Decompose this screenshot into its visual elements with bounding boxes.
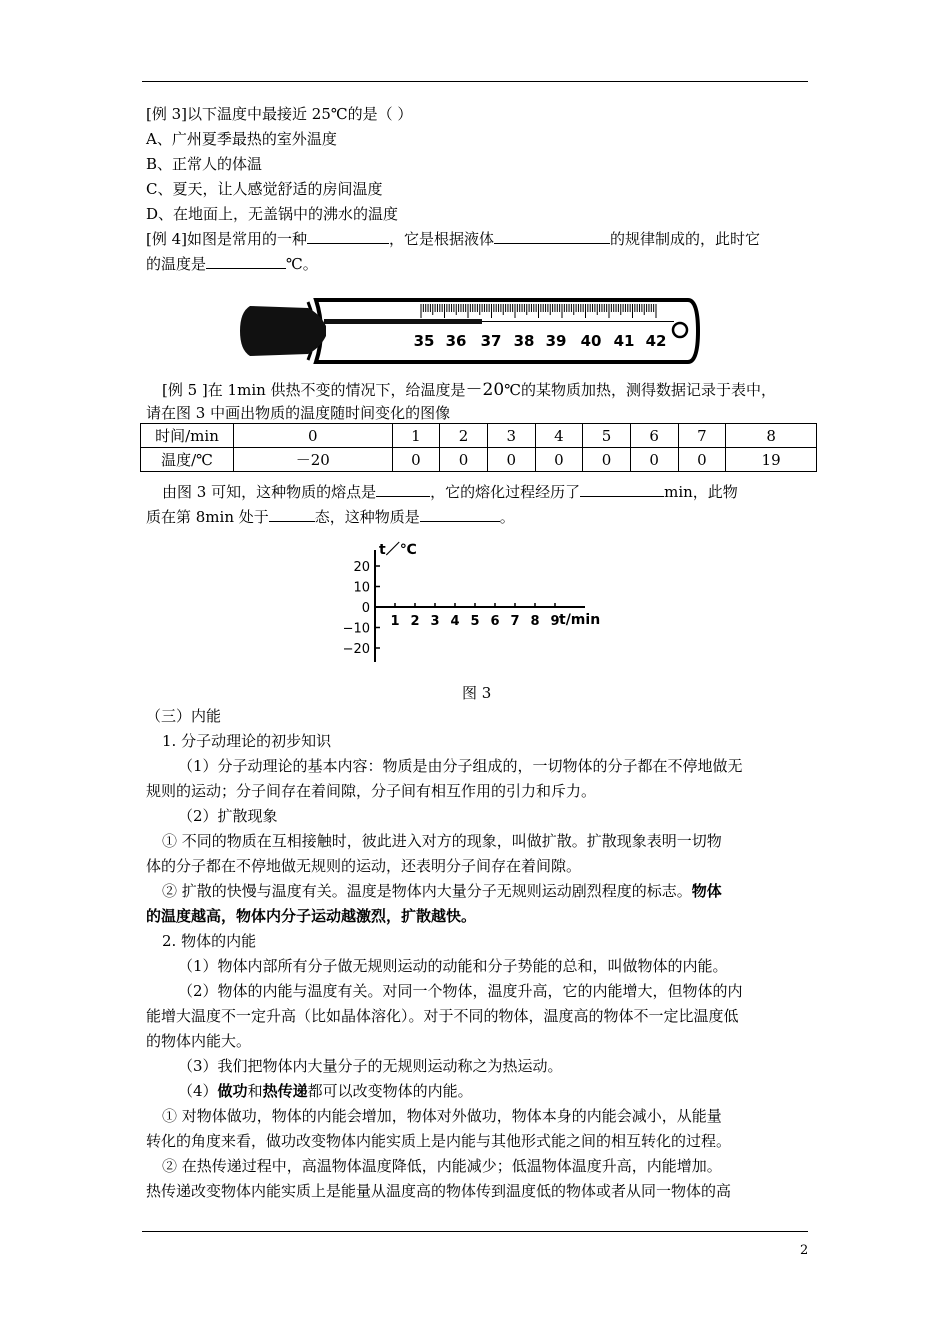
page-number: 2 <box>800 1243 809 1258</box>
diffusion-point-1b: 体的分子都在不停地做无规则的运动，还表明分子间存在着间隙。 <box>146 857 582 875</box>
ex5-text-1: [例 5 ]在 1min 供热不变的情况下，给温度是 <box>162 381 466 399</box>
table-cell: －20 <box>234 448 393 472</box>
x-tick-label: 2 <box>410 614 420 629</box>
ex4-text-1: [例 4]如图是常用的一种 <box>146 230 308 248</box>
ie4-and: 和 <box>247 1082 263 1100</box>
ex4-line1 <box>146 229 760 249</box>
internal-energy-2a: （2）物体的内能与温度有关。对同一个物体，温度升高，它的内能增大，但物体的内 <box>178 982 743 1000</box>
thermometer-label-37: 37 <box>480 332 502 350</box>
diffusion-point-2b <box>146 906 476 926</box>
footer-rule <box>142 1231 808 1232</box>
ex3-option-a: A、广州夏季最热的室外温度 <box>146 130 337 148</box>
thermometer-label-40: 40 <box>580 332 602 350</box>
ex5-question-line1 <box>162 482 738 502</box>
table-cell: 时间/min <box>141 424 234 448</box>
y-axis-label: t／℃ <box>379 542 417 558</box>
table-cell: 0 <box>440 448 488 472</box>
ex5-blank-substance[interactable] <box>420 507 500 522</box>
section-1-heading: 1. 分子动理论的初步知识 <box>162 732 332 750</box>
diffusion-point-2-bold: 物体 <box>691 882 722 900</box>
table-cell: 0 <box>234 424 393 448</box>
kinetic-theory-content-2: 规则的运动；分子间存在着间隙，分子间有相互作用的引力和斥力。 <box>146 782 597 800</box>
ex5-neg-temp: －20 <box>465 380 505 400</box>
y-tick-label: −20 <box>342 642 370 657</box>
work-point-b: 转化的角度来看，做功改变物体内能实质上是内能与其他形式能之间的相互转化的过程。 <box>146 1132 732 1150</box>
table-row-temp <box>141 448 817 472</box>
thermometer-label-38: 38 <box>513 332 535 350</box>
ex5-blank-state[interactable] <box>269 507 315 522</box>
ex3-option-c: C、夏天，让人感觉舒适的房间温度 <box>146 180 383 198</box>
ex5-q-text-1: 由图 3 可知，这种物质的熔点是 <box>162 483 377 501</box>
ex5-q-text-4: 质在第 8min 处于 <box>146 508 269 526</box>
table-cell: 6 <box>630 424 678 448</box>
ex4-text-5: ℃。 <box>286 255 318 273</box>
thermometer-label-42: 42 <box>645 332 667 350</box>
data-table <box>140 423 817 472</box>
heat-point-a: ② 在热传递过程中，高温物体温度降低，内能减少；低温物体温度升高，内能增加。 <box>162 1157 722 1175</box>
internal-energy-4 <box>178 1081 473 1101</box>
ex3-option-d: D、在地面上，无盖锅中的沸水的温度 <box>146 205 399 223</box>
table-cell: 8 <box>726 424 817 448</box>
table-row-time <box>141 424 817 448</box>
table-cell: 3 <box>487 424 535 448</box>
ex5-blank-melting-point[interactable] <box>376 482 430 497</box>
heat-point-b: 热传递改变物体内能实质上是能量从温度高的物体传到温度低的物体或者从同一物体的高 <box>146 1182 732 1200</box>
ex5-line1 <box>162 380 776 400</box>
diffusion-point-2-bold-cont: 的温度越高，物体内分子运动越激烈，扩散越快。 <box>146 907 477 925</box>
x-tick-label: 9 <box>550 614 560 629</box>
table-cell: 19 <box>726 448 817 472</box>
ie4-post: 都可以改变物体的内能。 <box>307 1082 473 1100</box>
y-tick-label: −10 <box>342 621 370 637</box>
internal-energy-2c: 的物体内能大。 <box>146 1032 252 1050</box>
x-tick-label: 5 <box>470 614 480 629</box>
ex5-q-text-6: 。 <box>499 508 515 526</box>
internal-energy-2b: 能增大温度不一定升高（比如晶体溶化）。对于不同的物体，温度高的物体不一定比温度低 <box>146 1007 739 1025</box>
section-title: （三）内能 <box>146 707 222 725</box>
ex4-text-2: ，它是根据液体 <box>389 230 495 248</box>
internal-energy-3: （3）我们把物体内大量分子的无规则运动称之为热运动。 <box>178 1057 563 1075</box>
table-cell: 0 <box>630 448 678 472</box>
ex5-q-text-2: ，它的熔化过程经历了 <box>430 483 581 501</box>
x-tick-label: 6 <box>490 614 500 629</box>
diffusion-point-2-text: ② 扩散的快慢与温度有关。温度是物体内大量分子无规则运动剧烈程度的标志。 <box>162 882 692 900</box>
ex4-line2 <box>146 254 318 274</box>
ex3-option-b: B、正常人的体温 <box>146 155 263 173</box>
ex5-text-2: ℃的某物质加热，测得数据记录于表中， <box>504 381 776 399</box>
table-cell: 1 <box>392 424 440 448</box>
ex4-blank-2[interactable] <box>494 229 610 244</box>
table-cell: 0 <box>535 448 583 472</box>
table-cell: 0 <box>678 448 726 472</box>
table-cell: 5 <box>583 424 631 448</box>
ex5-q-text-5: 态，这种物质是 <box>314 508 420 526</box>
x-tick-label: 8 <box>530 614 540 629</box>
figure-3-caption: 图 3 <box>462 684 492 702</box>
diffusion-point-1a: ① 不同的物质在互相接触时，彼此进入对方的现象，叫做扩散。扩散现象表明一切物 <box>162 832 722 850</box>
ex5-question-line2 <box>146 507 515 527</box>
x-tick-label: 4 <box>450 614 460 629</box>
kinetic-theory-content-1: （1）分子动理论的基本内容：物质是由分子组成的，一切物体的分子都在不停地做无 <box>178 757 743 775</box>
table-cell: 7 <box>678 424 726 448</box>
ex4-text-3: 的规律制成的，此时它 <box>610 230 761 248</box>
x-tick-label: 1 <box>390 614 400 629</box>
ex3-question: [例 3]以下温度中最接近 25℃的是（ ） <box>146 105 413 123</box>
figure-3-chart <box>330 538 620 670</box>
header-rule <box>142 81 808 82</box>
ie4-pre: （4） <box>178 1082 218 1100</box>
y-tick-label: 20 <box>353 560 370 575</box>
thermometer-label-36: 36 <box>445 332 467 350</box>
internal-energy-1: （1）物体内部所有分子做无规则运动的动能和分子势能的总和，叫做物体的内能。 <box>178 957 728 975</box>
ex4-blank-3[interactable] <box>206 254 286 269</box>
table-cell: 0 <box>487 448 535 472</box>
section-2-heading: 2. 物体的内能 <box>162 932 257 950</box>
table-cell: 4 <box>535 424 583 448</box>
work-point-a: ① 对物体做功，物体的内能会增加，物体对外做功，物体本身的内能会减小，从能量 <box>162 1107 722 1125</box>
diffusion-heading: （2）扩散现象 <box>178 807 278 825</box>
ex4-text-4: 的温度是 <box>146 255 207 273</box>
table-cell: 0 <box>583 448 631 472</box>
ex5-line2: 请在图 3 中画出物质的温度随时间变化的图像 <box>146 404 451 422</box>
table-cell: 温度/℃ <box>141 448 234 472</box>
ex5-q-text-3: min，此物 <box>664 483 738 501</box>
ie4-work: 做功 <box>217 1082 248 1100</box>
x-tick-label: 3 <box>430 614 440 629</box>
table-cell: 0 <box>392 448 440 472</box>
x-tick-label: 7 <box>510 614 520 629</box>
thermometer-label-39: 39 <box>545 332 567 350</box>
ex5-blank-duration[interactable] <box>580 482 664 497</box>
y-tick-label: 10 <box>353 580 370 596</box>
ie4-heat-transfer: 热传递 <box>262 1082 308 1100</box>
thermometer-label-35: 35 <box>413 332 435 350</box>
ex4-blank-1[interactable] <box>307 229 389 244</box>
x-axis-label: t/min <box>559 612 601 628</box>
y-tick-label: 0 <box>361 601 370 616</box>
thermometer-label-41: 41 <box>613 332 635 350</box>
diffusion-point-2a <box>162 881 722 901</box>
table-cell: 2 <box>440 424 488 448</box>
thermometer-image <box>236 292 702 370</box>
